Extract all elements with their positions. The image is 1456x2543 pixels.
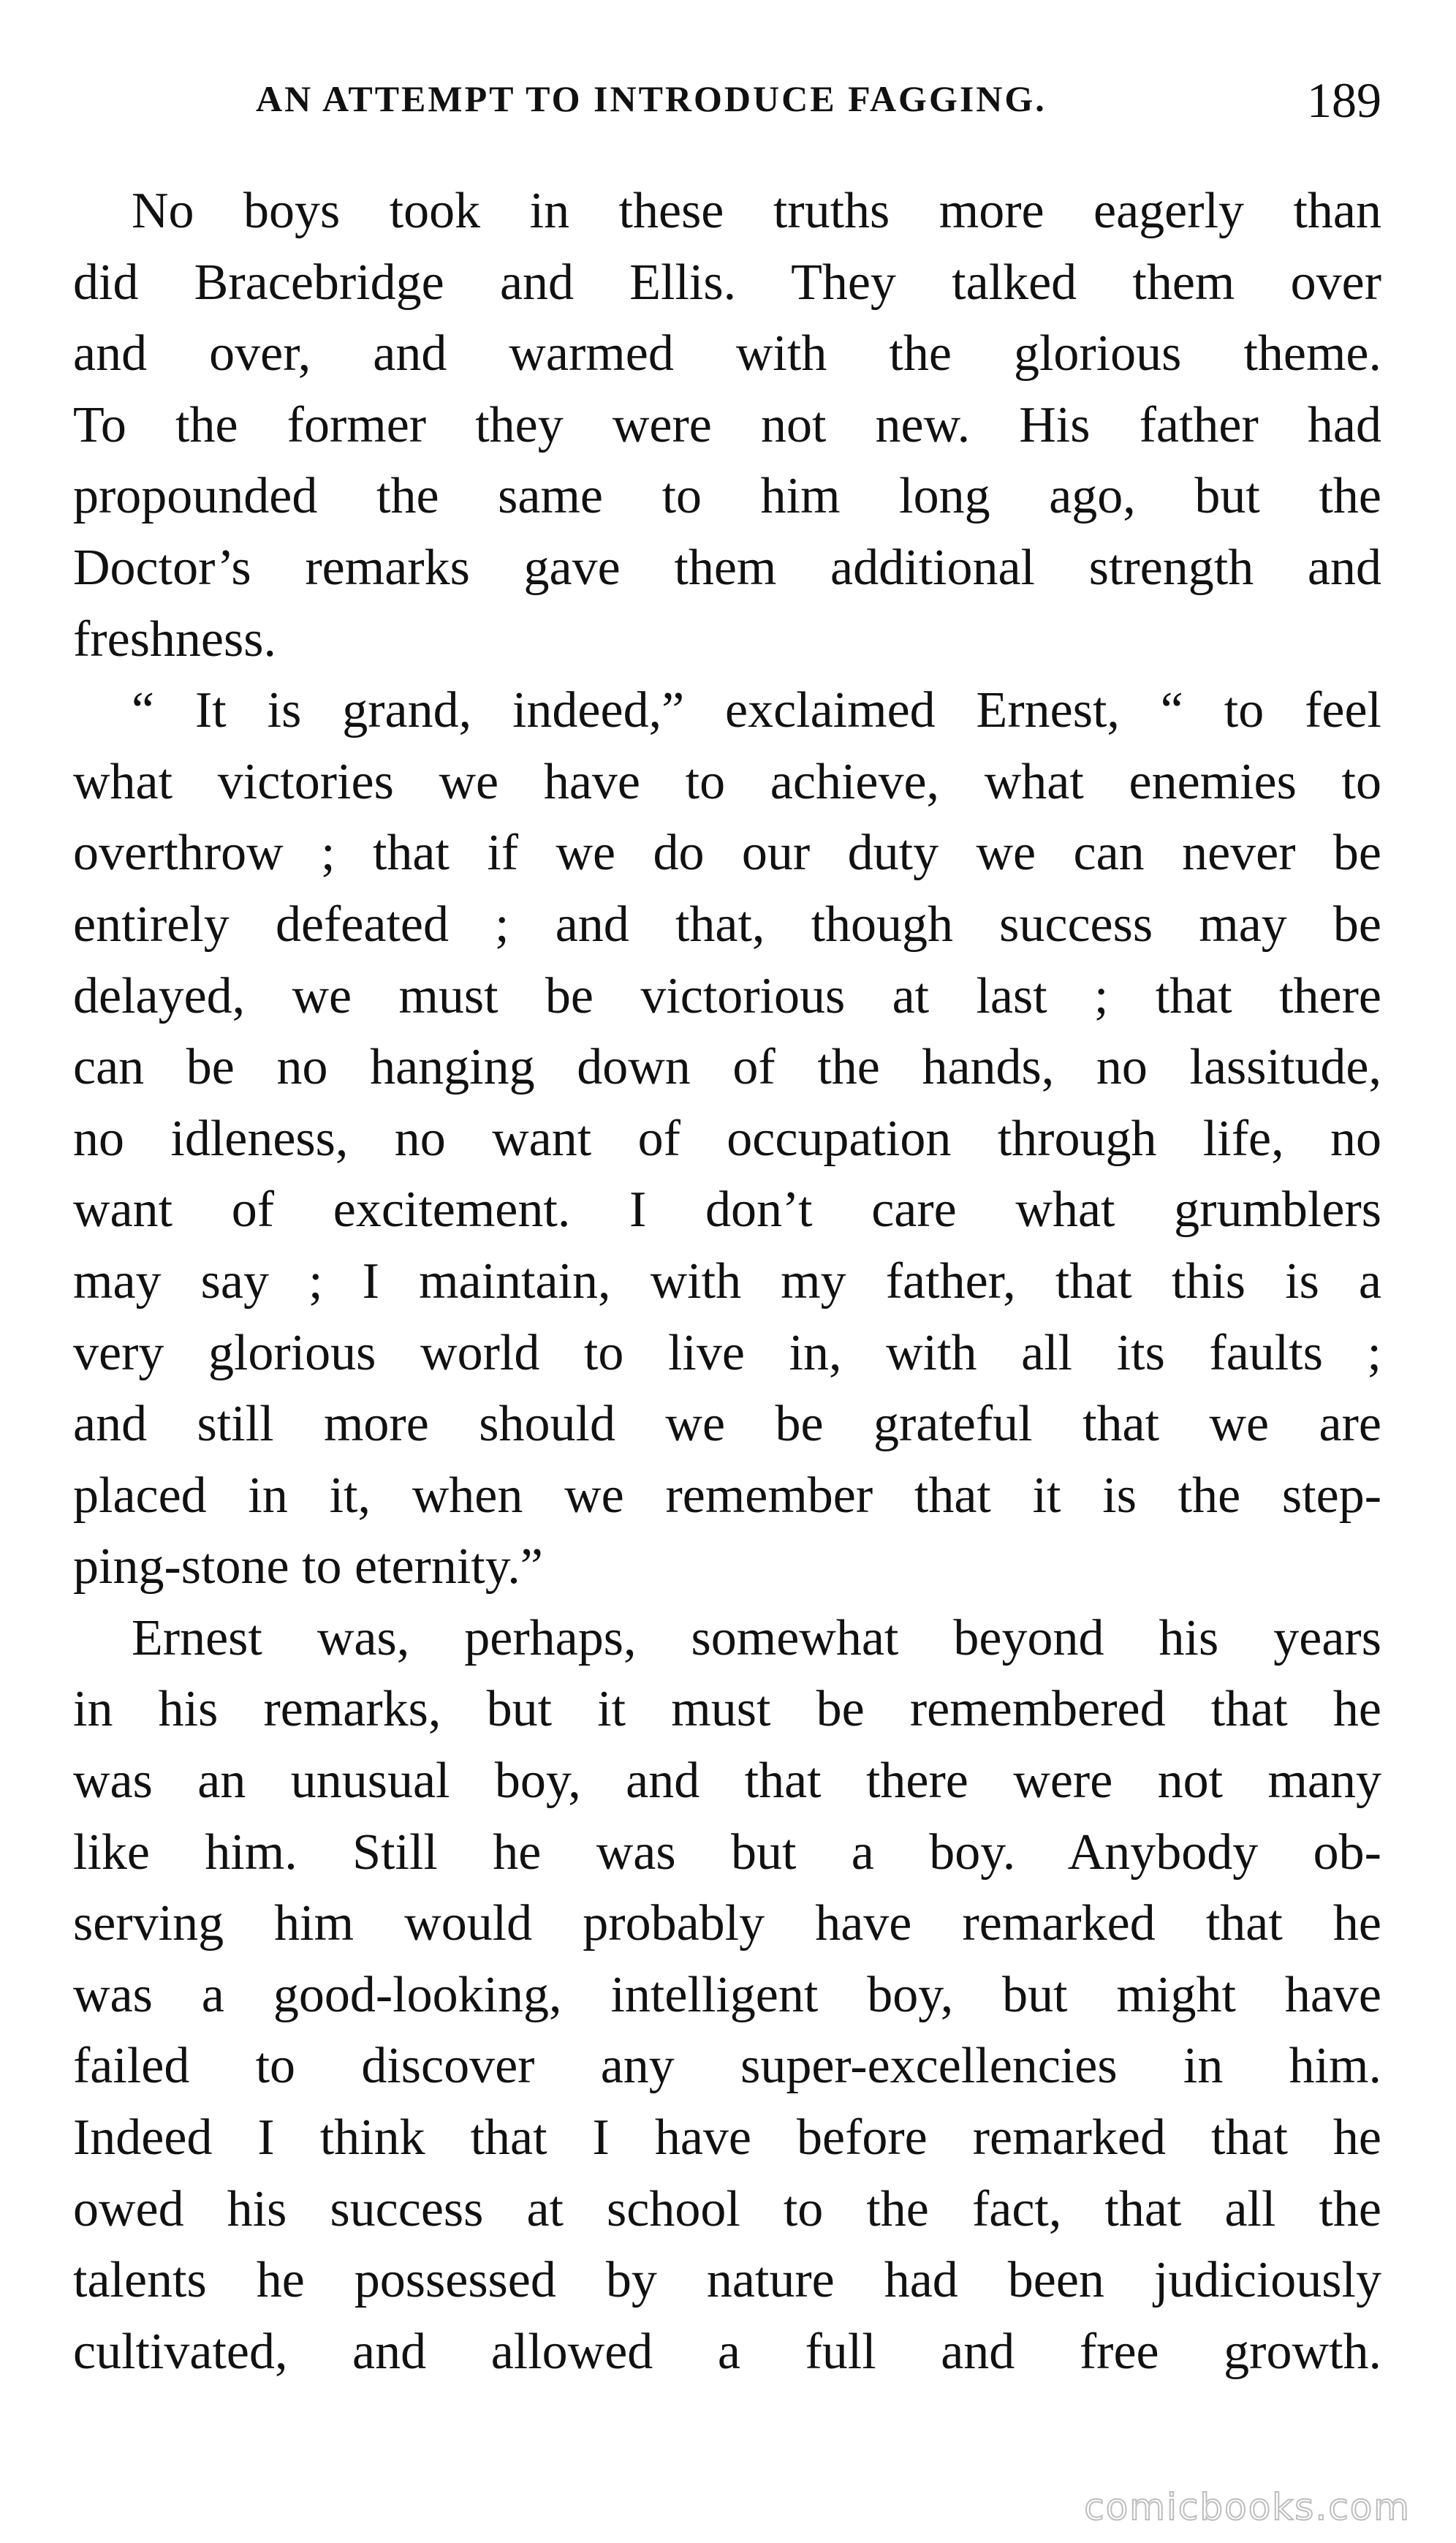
text-line: serving him would probably have remarked that he (73, 1895, 1381, 1952)
text-line: want of excitement. I don’t care what grumblers (73, 1182, 1381, 1239)
body-text (73, 175, 1381, 2387)
text-line: no idleness, no want of occupation through life, no (73, 1110, 1381, 1167)
text-line: was a good-looking, intelligent boy, but might have (73, 1966, 1381, 2023)
page-number: 189 (1307, 72, 1381, 128)
text-line: Ernest was, perhaps, somewhat beyond his years (132, 1609, 1381, 1666)
text-line: and over, and warmed with the glorious theme. (73, 325, 1381, 382)
text-line: entirely defeated ; and that, though success may be (73, 896, 1381, 953)
text-line: in his remarks, but it must be remembered that he (73, 1681, 1381, 1738)
text-line: talents he possessed by nature had been judiciously (73, 2252, 1381, 2309)
text-line: what victories we have to achieve, what enemies to (73, 753, 1381, 810)
text-line: No boys took in these truths more eagerly than (132, 183, 1381, 239)
text-line: Indeed I think that I have before remarked that he (73, 2109, 1381, 2166)
text-line: very glorious world to live in, with all its faults ; (73, 1324, 1381, 1381)
text-line: owed his success at school to the fact, that all the (73, 2180, 1381, 2237)
text-line: like him. Still he was but a boy. Anybody ob- (73, 1824, 1381, 1881)
text-line: was an unusual boy, and that there were not many (73, 1753, 1381, 1810)
text-line: can be no hanging down of the hands, no lassitude, (73, 1039, 1381, 1096)
text-line: ping-stone to eternity.” (73, 1538, 543, 1595)
running-title: AN ATTEMPT TO INTRODUCE FAGGING. (256, 78, 1047, 119)
watermark: comicbooks.com (1084, 2486, 1411, 2528)
text-line: may say ; I maintain, with my father, that this is a (73, 1252, 1381, 1310)
text-line: Doctor’s remarks gave them additional strength and (73, 539, 1381, 596)
text-line: propounded the same to him long ago, but the (73, 468, 1381, 525)
text-line: placed in it, when we remember that it is the step- (73, 1467, 1381, 1524)
text-line: cultivated, and allowed a full and free growth. (73, 2323, 1381, 2380)
text-line: failed to discover any super-excellencies in him. (73, 2038, 1381, 2095)
text-line: “ It is grand, indeed,” exclaimed Ernest, “ to feel (132, 682, 1381, 739)
text-line: freshness. (73, 611, 276, 668)
text-line: did Bracebridge and Ellis. They talked them over (73, 254, 1381, 311)
text-line: To the former they were not new. His father had (73, 396, 1381, 453)
text-line: and still more should we be grateful that we are (73, 1396, 1381, 1453)
running-head (256, 72, 1381, 159)
text-line: overthrow ; that if we do our duty we can never be (73, 825, 1381, 882)
text-line: delayed, we must be victorious at last ; that there (73, 967, 1381, 1024)
